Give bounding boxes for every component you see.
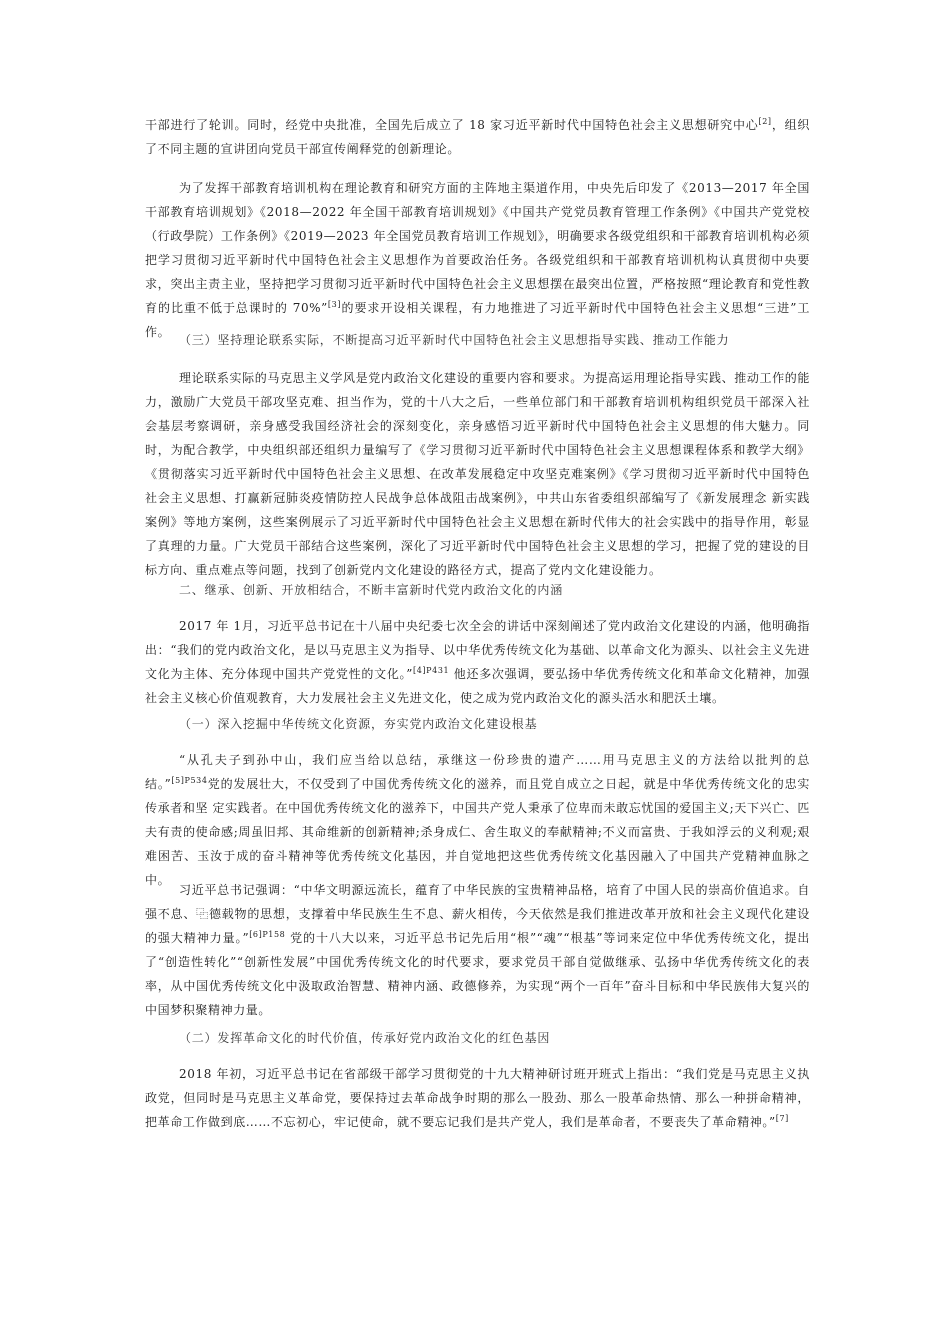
citation: [6]P158	[249, 930, 286, 939]
paragraph-text	[145, 1062, 810, 1134]
paragraph-text	[145, 878, 810, 1022]
paragraph-text	[145, 614, 810, 710]
citation: [7]	[775, 1114, 789, 1123]
paragraph-text-b: ，组织了不同主题的宣讲团向党员干部宣传阐释党的创新理论。	[145, 118, 810, 156]
paragraph-5	[145, 748, 810, 892]
section-heading-two-sub	[145, 1026, 810, 1050]
paragraph-text-a: 为了发挥干部教育培训机构在理论教育和研究方面的主阵地主渠道作用，中央先后印发了《2013—2017 年全国干部教育培训规划》《2018—2022 年全国干部教育培训规划》《中国共产党党员教育管理工作条例》《中国共产党党校（行政學院）工作条例》《2019—2023 年全国党员教育培训工作规划》，明确要求各级党组织和干部教育培训机构必须把学习贯彻习近平新时代中国特色社会主义思想作为首要政治任务。各级党组织和干部教育培训机构认真贯彻中央要 求，突出主责主业，坚持把学习贯彻习近平新时代中国特色社会主义思想摆在最突出位置，严格按照“理论教育和党性教育的比重不低于总课时的 70%”	[145, 181, 810, 315]
paragraph-3	[145, 366, 810, 582]
paragraph-text-a: 干部进行了轮训。同时，经党中央批准，全国先后成立了 18 家习近平新时代中国特色社会主义思想研究中心	[145, 118, 759, 132]
paragraph-text	[145, 748, 810, 892]
citation: [3]	[327, 300, 342, 309]
paragraph-4	[145, 614, 810, 710]
section-heading-two	[145, 578, 810, 602]
paragraph-text-a: “从孔夫子到孙中山，我们应当给以总结，承继这一份珍贵的遗产……用马克思主义的方法给以批判的总结。”	[145, 753, 810, 791]
section-heading-3	[145, 328, 810, 352]
paragraph-text-b: 的要求开设相关课程，有力地推进了习近平新时代中国特色社会主义思想“三进”工作。	[145, 301, 810, 339]
paragraph-text-a: 习近平总书记强调：“中华文明源远流长，蕴育了中华民族的宝贵精神品格，培育了中国人民的崇高价值追求。自强不息、⿻德载物的思想，支撑着中华民族生生不息、薪火相传，今天依然是我们推进改革开放和社会主义现代化建设的强大精神力量。”	[145, 883, 810, 945]
citation: [5]P534	[171, 776, 208, 785]
paragraph-text-b: 党的发展壮大，不仅受到了中国优秀传统文化的滋养，而且党自成立之日起，就是中华优秀传统文化的忠实传承者和坚 定实践者。在中国优秀传统文化的滋养下，中国共产党人秉承了位卑而未敢忘忧国的爱国主义;天下兴亡、匹夫有责的使命感;周虽旧邦、其命维新的创新精神;杀身成仁、舍生取义的奉献精神;不义而富贵、于我如浮云的义利观;艰难困苦、玉汝于成的奋斗精神等优秀传统文化基因，并自觉地把这些优秀传统文化基因融入了中国共产党精神血脉之中。	[145, 777, 810, 887]
heading-text: 二、继承、创新、开放相结合，不断丰富新时代党内政治文化的内涵	[179, 583, 564, 597]
section-heading-one	[145, 712, 810, 736]
citation: [2]	[758, 117, 772, 126]
paragraph-text-b: 他还多次强调，要弘扬中华优秀传统文化和革命文化精神，加强社会主义核心价值观教育，大力发展社会主义先进文化，使之成为党内政治文化的源头活水和肥沃土壤。	[145, 667, 810, 705]
paragraph-text-a: 2017 年 1月，习近平总书记在十八届中央纪委七次全会的讲话中深刻阐述了党内政治文化建设的内涵，他明确指出：“我们的党内政治文化，是以马克思主义为指导、以中华优秀传统文化为基础、以革命文化为源头、以社会主义先进 文化为主体、充分体现中国共产党党性的文化。”	[145, 619, 810, 681]
paragraph-7	[145, 1062, 810, 1134]
paragraph-1	[145, 113, 810, 161]
paragraph-2	[145, 176, 810, 344]
heading-text: （二）发挥革命文化的时代价值，传承好党内政治文化的红色基因	[179, 1031, 551, 1045]
paragraph-text	[145, 176, 810, 344]
paragraph-6	[145, 878, 810, 1022]
heading-text: （三）坚持理论联系实际，不断提高习近平新时代中国特色社会主义思想指导实践、推动工作能力	[179, 333, 730, 347]
paragraph-text-a: 2018 年初，习近平总书记在省部级干部学习贯彻党的十九大精神研讨班开班式上指出：“我们党是马克思主义执政党，但同时是马克思主义革命党，要保持过去革命战争时期的那么一股劲、那么一股革命热情、那么一种拼命精神， 把革命工作做到底……不忘初心，牢记使命，就不要忘记我们是共产党人，我们是革命者，不要丧失了革命精神。”	[145, 1067, 810, 1129]
paragraph-text	[145, 113, 810, 161]
paragraph-text: 理论联系实际的马克思主义学风是党内政治文化建设的重要内容和要求。为提高运用理论指导实践、推动工作的能力，激励广大党员干部攻坚克难、担当作为，党的十八大之后，一些单位部门和干部教育培训机构组织党员干部深入社会基层考察调研，亲身感受我国经济社会的深刻变化，亲身感悟习近平新时代中国特色社会主义思想的伟大魅力。同 时，为配合教学，中央组织部还组织力量编写了《学习贯彻习近平新时代中国特色社会主义思想课程体系和教学大纲》《贯彻落实习近平新时代中国特色社会主义思想、在改革发展稳定中攻坚克难案例》《学习贯彻习近平新时代中国特色 社会主义思想、打赢新冠肺炎疫情防控人民战争总体战阻击战案例》，中共山东省委组织部编写了《新发展理念 新实践案例》等地方案例，这些案例展示了习近平新时代中国特色社会主义思想在新时代伟大的社会实践中的指导作用，彰显了真理的力量。广大党员干部结合这些案例，深化了习近平新时代中国特色社会主义思想的学习，把握了党的建设的目 标方向、重点难点等问题，找到了创新党内文化建设的路径方式，提高了党内文化建设能力。	[145, 371, 810, 577]
paragraph-text-b: 党的十八大以来，习近平总书记先后用“根”“魂”“根基”等词来定位中华优秀传统文化，提出了“创造性转化”“创新性发展”中国优秀传统文化的时代要求，要求党员干部自觉做继承、弘扬中华优秀传统文化的表率，从中国优秀传统文化中汲取政治智慧、精神内涵、政德修养，为实现“两个一百年”奋斗目标和中华民族伟大复兴的中国梦积聚精神力量。	[145, 931, 810, 1017]
heading-text: （一）深入挖掘中华传统文化资源，夯实党内政治文化建设根基	[179, 717, 538, 731]
citation: [4]P431	[413, 666, 450, 675]
